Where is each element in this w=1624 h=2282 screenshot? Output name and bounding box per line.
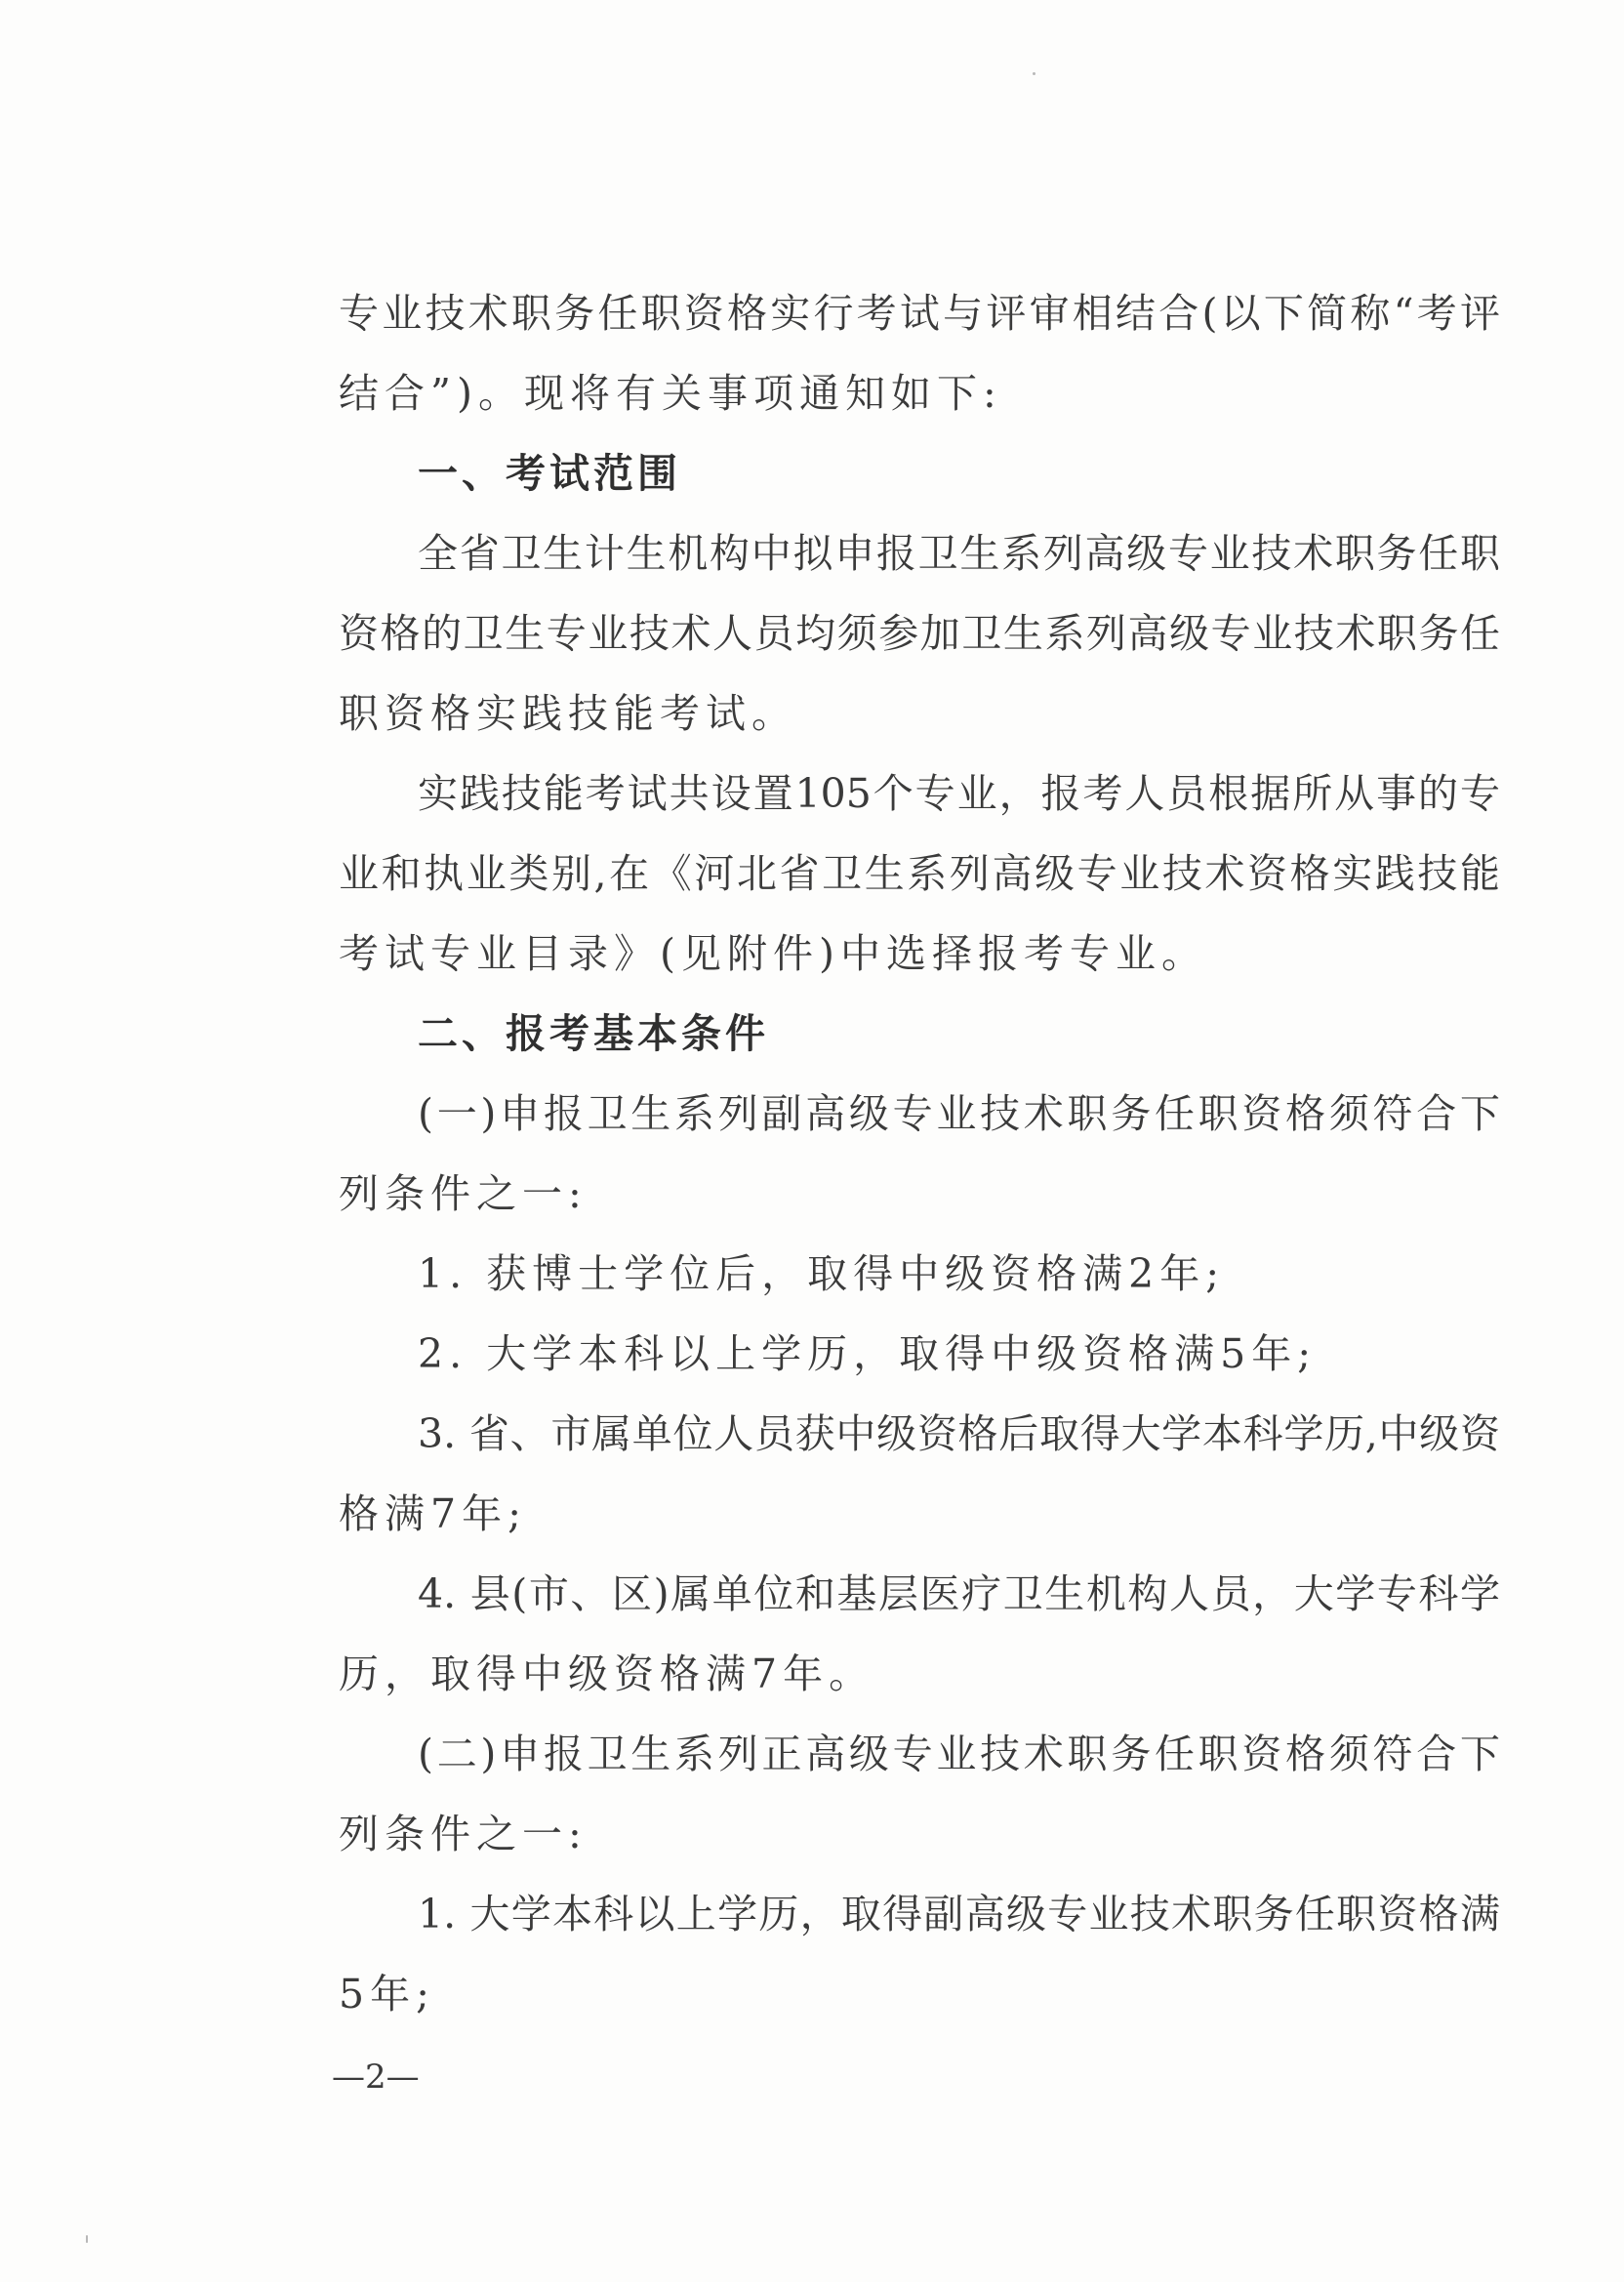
scan-speck xyxy=(1033,72,1035,75)
paragraph-line: (二)申报卫生系列正高级专业技术职务任职资格须符合下 xyxy=(418,1731,1500,1777)
paragraph-line: 格满7年; xyxy=(339,1490,527,1537)
scan-speck xyxy=(86,2235,88,2243)
page-number: —2— xyxy=(332,2058,420,2097)
paragraph-line: 列条件之一: xyxy=(339,1811,588,1857)
paragraph-line: 结合”)。现将有关事项通知如下: xyxy=(339,370,1002,417)
paragraph-line: 职资格实践技能考试。 xyxy=(339,690,797,737)
section-heading: 二、报考基本条件 xyxy=(418,1010,769,1057)
list-item: 3. 省、市属单位人员获中级资格后取得大学本科学历,中级资 xyxy=(418,1410,1500,1457)
paragraph-line: 5年; xyxy=(339,1971,435,2017)
list-item: 4. 县(市、区)属单位和基层医疗卫生机构人员，大学专科学 xyxy=(418,1570,1500,1617)
list-item: 1. 获博士学位后，取得中级资格满2年; xyxy=(418,1250,1226,1297)
paragraph-line: 列条件之一: xyxy=(339,1170,588,1217)
list-item: 1. 大学本科以上学历，取得副高级专业技术职务任职资格满 xyxy=(418,1891,1500,1937)
paragraph-line: 业和执业类别,在《河北省卫生系列高级专业技术资格实践技能 xyxy=(339,850,1500,897)
list-item: 2. 大学本科以上学历，取得中级资格满5年; xyxy=(418,1330,1318,1377)
section-heading: 一、考试范围 xyxy=(418,450,681,497)
paragraph-line: 考试专业目录》(见附件)中选择报考专业。 xyxy=(339,930,1207,977)
paragraph-line: 实践技能考试共设置105个专业，报考人员根据所从事的专 xyxy=(418,770,1500,817)
paragraph-line: (一)申报卫生系列副高级专业技术职务任职资格须符合下 xyxy=(418,1090,1500,1137)
paragraph-line: 历，取得中级资格满7年。 xyxy=(339,1650,875,1697)
paragraph-line: 资格的卫生专业技术人员均须参加卫生系列高级专业技术职务任 xyxy=(339,610,1500,657)
paragraph-line: 全省卫生计生机构中拟申报卫生系列高级专业技术职务任职 xyxy=(418,530,1500,577)
paragraph-line: 专业技术职务任职资格实行考试与评审相结合(以下简称“考评 xyxy=(339,290,1500,337)
